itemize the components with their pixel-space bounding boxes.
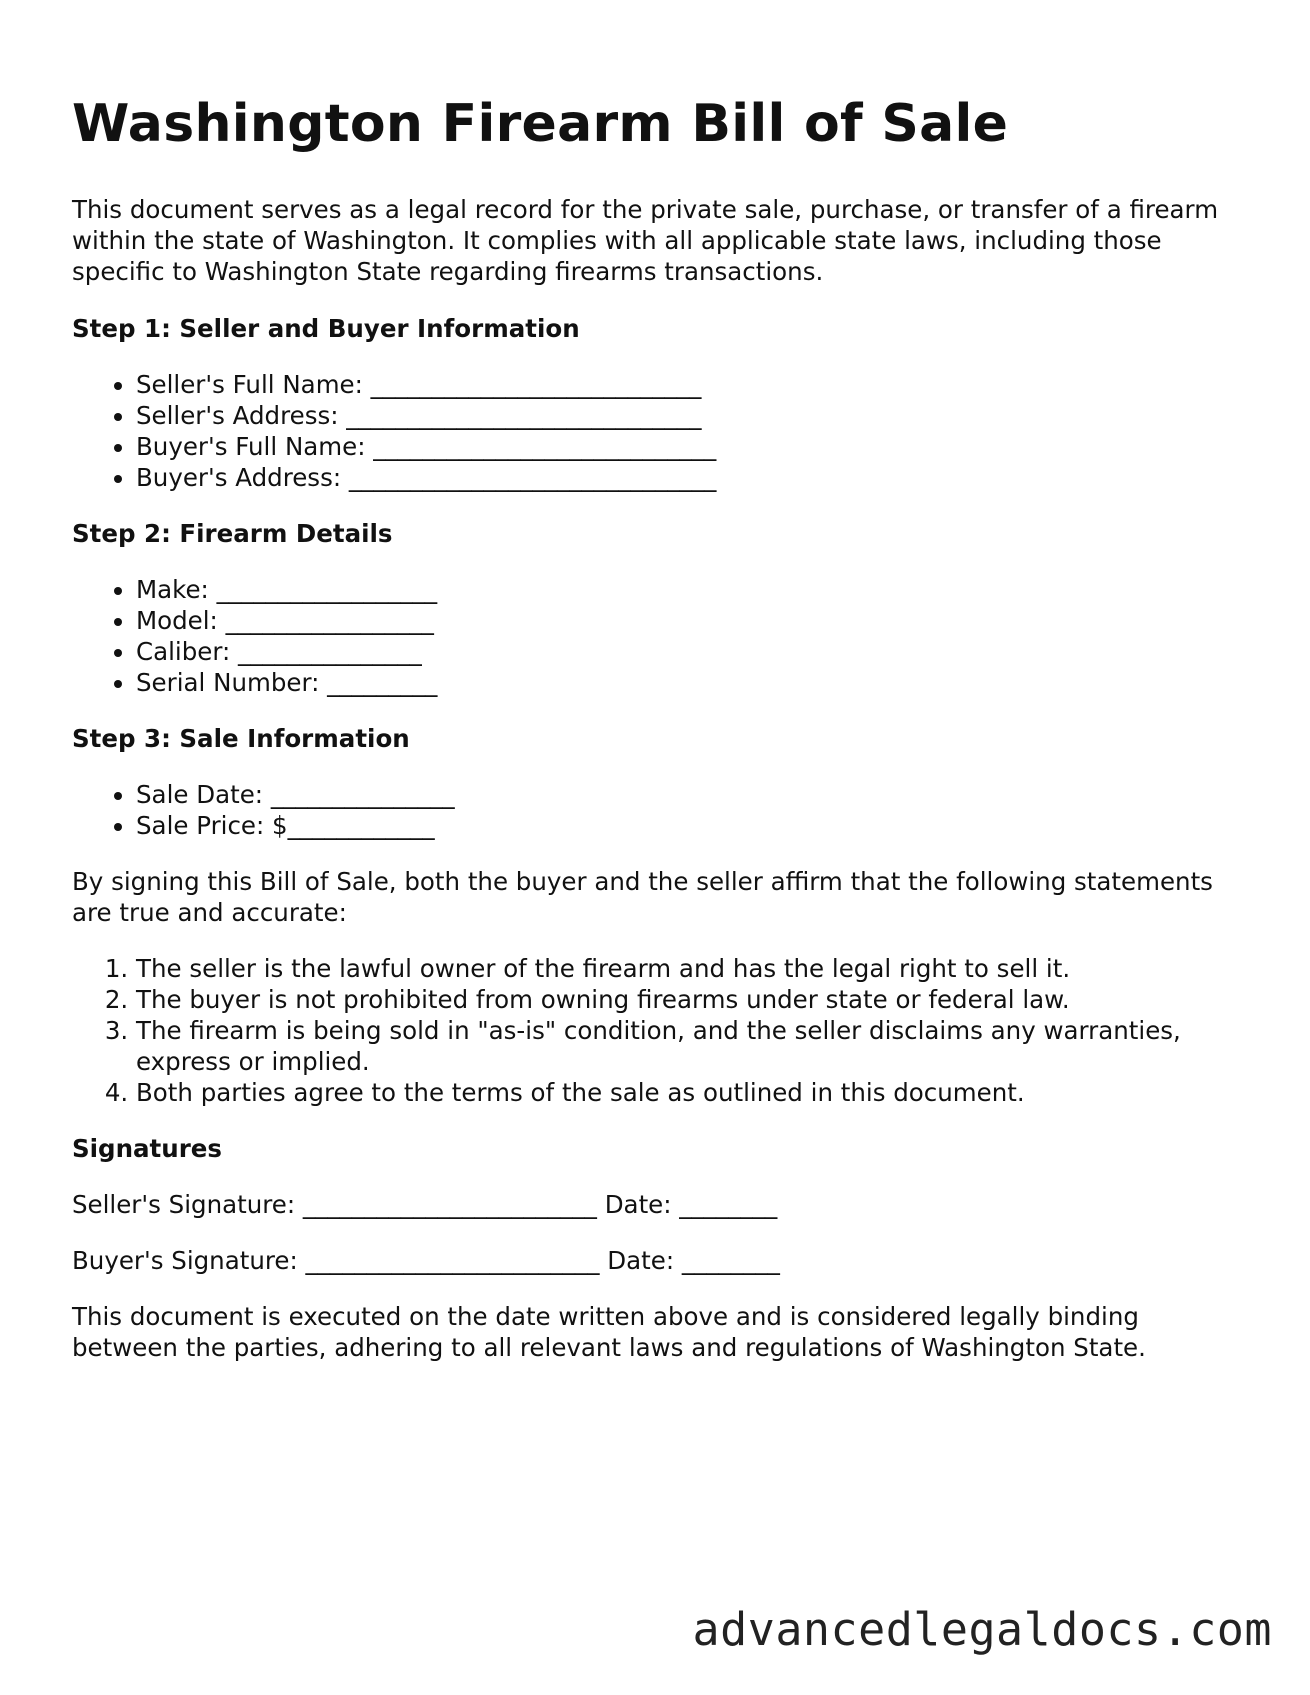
list-item: 2. The buyer is not prohibited from owning firearms under state or federal law. [136, 984, 1242, 1015]
step1-list [72, 369, 1242, 493]
document-title: Washington Firearm Bill of Sale [72, 94, 1009, 154]
closing-paragraph: This document is executed on the date written above and is considered legally binding between the parties, adhering to all relevant laws and regulations of Washington State. [72, 1302, 1146, 1362]
signatures-heading: Signatures [72, 1134, 222, 1163]
intro-paragraph: This document serves as a legal record for the private sale, purchase, or transfer of a firearm within the state of Washington. It complies with all applicable state laws, including those specific to Washington State regarding firearms transactions. [72, 195, 1219, 286]
buyer-signature-line: Buyer's Signature: ________________________ Date: ________ [72, 1246, 780, 1275]
list-item: • Model: _________________ [136, 605, 1242, 636]
list-item: • Seller's Full Name: ___________________________ [136, 369, 1242, 400]
list-item: 3. The firearm is being sold in "as-is" condition, and the seller disclaims any warranties, express or implied. [136, 1015, 1242, 1077]
statements-list [72, 953, 1242, 1108]
watermark-text: advancedlegaldocs.com [692, 1603, 1272, 1656]
list-item: • Buyer's Full Name: ____________________________ [136, 431, 1242, 462]
step1-heading: Step 1: Seller and Buyer Information [72, 314, 580, 343]
list-item: 1. The seller is the lawful owner of the firearm and has the legal right to sell it. [136, 953, 1242, 984]
list-item: • Caliber: _______________ [136, 636, 1242, 667]
document-page [72, 88, 1242, 1363]
step3-list [72, 779, 1242, 841]
step3-heading: Step 3: Sale Information [72, 724, 410, 753]
list-item: • Buyer's Address: ______________________________ [136, 462, 1242, 493]
list-item: • Sale Price: $____________ [136, 810, 1242, 841]
step2-heading: Step 2: Firearm Details [72, 519, 393, 548]
list-item: • Seller's Address: _____________________________ [136, 400, 1242, 431]
affirmation-paragraph: By signing this Bill of Sale, both the buyer and the seller affirm that the following statements are true and accurate: [72, 867, 1213, 927]
list-item: • Make: __________________ [136, 574, 1242, 605]
list-item: 4. Both parties agree to the terms of the sale as outlined in this document. [136, 1077, 1242, 1108]
list-item: • Sale Date: _______________ [136, 779, 1242, 810]
list-item: • Serial Number: _________ [136, 667, 1242, 698]
step2-list [72, 574, 1242, 698]
seller-signature-line: Seller's Signature: ________________________ Date: ________ [72, 1190, 778, 1219]
